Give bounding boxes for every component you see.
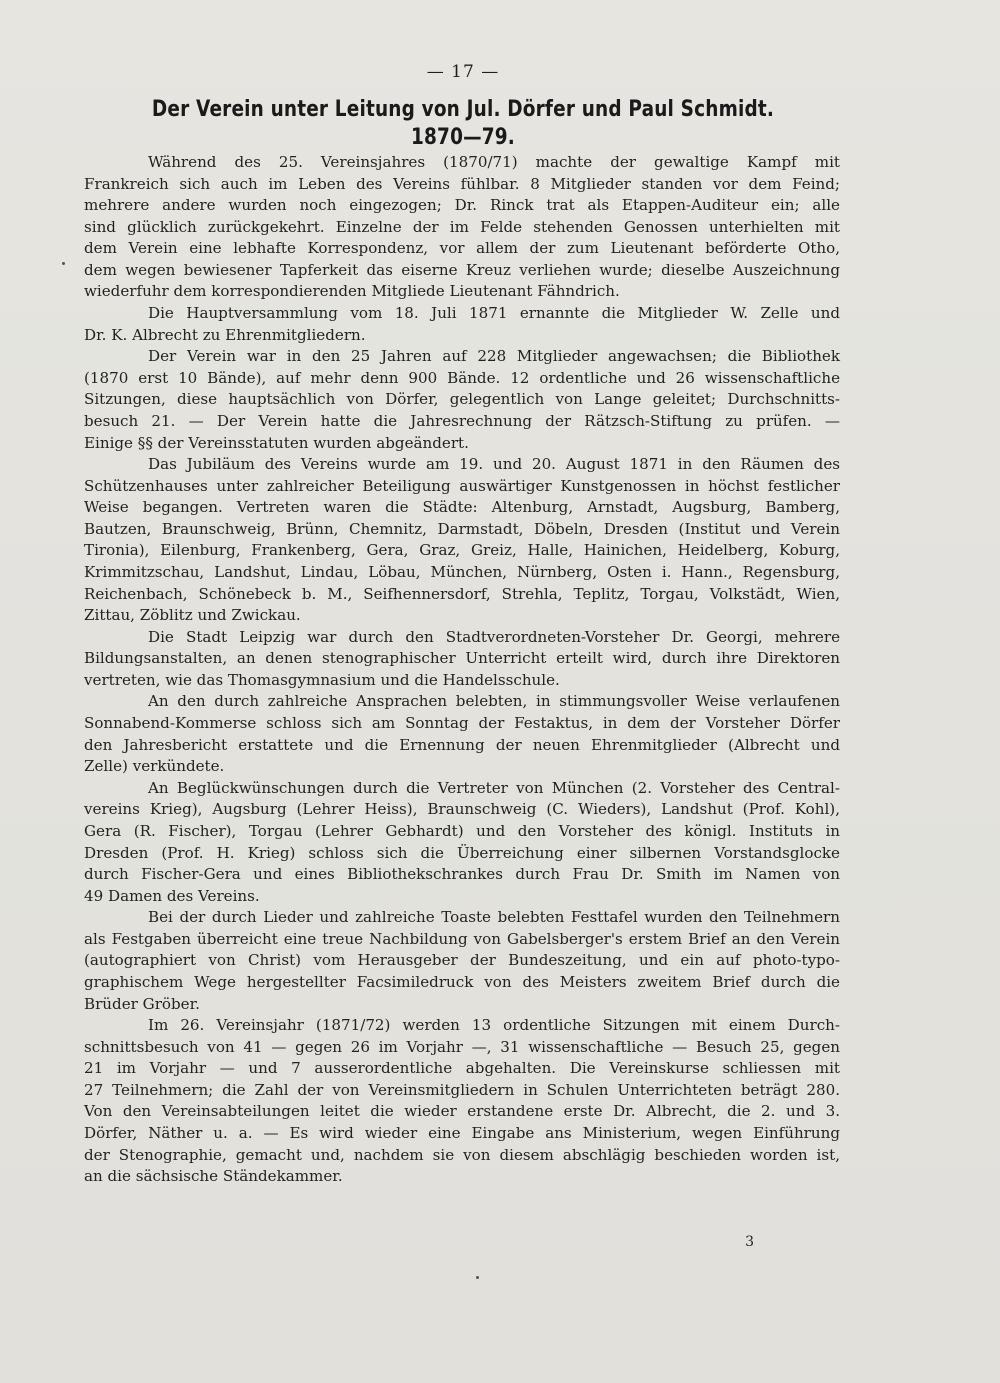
text-line: als Festgaben überreicht eine treue Nachbildung von Gabelsberger's erstem Brief an den Verein — [84, 929, 840, 948]
text-line: Die Hauptversammlung vom 18. Juli 1871 ernannte die Mitglieder W. Zelle und — [148, 304, 840, 323]
text-line: Frankreich sich auch im Leben des Vereins fühlbar. 8 Mitglieder standen vor dem Feind; — [84, 174, 840, 193]
text-line: 49 Damen des Vereins. — [84, 886, 260, 905]
text-line: Zelle) verkündete. — [84, 757, 225, 776]
text-line: den Jahresbericht erstattete und die Ernennung der neuen Ehrenmitglieder (Albrecht und — [84, 735, 840, 754]
text-line: Gera (R. Fischer), Torgau (Lehrer Gebhardt) und den Vorsteher des königl. Instituts in — [84, 821, 840, 840]
text-line: An Beglückwünschungen durch die Vertreter von München (2. Vorsteher des Central- — [148, 778, 840, 797]
text-line: vereins Krieg), Augsburg (Lehrer Heiss), Braunschweig (C. Wieders), Landshut (Prof. Kohl), — [84, 800, 840, 819]
text-line: Bildungsanstalten, an denen stenographischer Unterricht erteilt wird, durch ihre Direktoren — [84, 649, 840, 668]
text-line: Krimmitzschau, Landshut, Lindau, Löbau, München, Nürnberg, Osten i. Hann., Regensburg, — [84, 562, 840, 581]
text-line: Im 26. Vereinsjahr (1871/72) werden 13 ordentliche Sitzungen mit einem Durch- — [148, 1016, 840, 1035]
page-number: — 17 — — [426, 62, 500, 82]
body-text — [84, 152, 840, 1188]
text-line: besuch 21. — Der Verein hatte die Jahresrechnung der Rätzsch-Stiftung zu prüfen. — — [84, 411, 840, 430]
text-line: Während des 25. Vereinsjahres (1870/71) machte der gewaltige Kampf mit — [148, 153, 840, 171]
text-line: schnittsbesuch von 41 — gegen 26 im Vorjahr —, 31 wissenschaftliche — Besuch 25, gegen — [84, 1037, 840, 1056]
text-line: Sonnabend-Kommerse schloss sich am Sonntag der Festaktus, in dem der Vorsteher Dörfer — [84, 714, 840, 733]
text-line: Bei der durch Lieder und zahlreiche Toaste belebten Festtafel wurden den Teilnehmern — [148, 908, 840, 927]
text-line: wiederfuhr dem korrespondierenden Mitgliede Lieutenant Fähndrich. — [84, 282, 620, 301]
text-line: An den durch zahlreiche Ansprachen belebten, in stimmungsvoller Weise verlaufenen — [148, 692, 840, 711]
text-line: Reichenbach, Schönebeck b. M., Seifhennersdorf, Strehla, Teplitz, Torgau, Volkstädt, Wien, — [84, 584, 840, 603]
text-line: vertreten, wie das Thomasgymnasium und die Handelsschule. — [84, 670, 560, 689]
text-line: Weise begangen. Vertreten waren die Städte: Altenburg, Arnstadt, Augsburg, Bamberg, — [84, 498, 840, 517]
chapter-title-years: 1870—79. — [410, 125, 516, 150]
text-line: mehrere andere wurden noch eingezogen; Dr. Rinck trat als Etappen-Auditeur ein; alle — [84, 196, 840, 215]
text-line: (1870 erst 10 Bände), auf mehr denn 900 Bände. 12 ordentliche und 26 wissenschaftliche — [84, 368, 840, 387]
chapter-title — [141, 96, 784, 152]
text-line: durch Fischer-Gera und eines Bibliothekschrankes durch Frau Dr. Smith im Namen von — [84, 865, 840, 884]
text-line: sind glücklich zurückgekehrt. Einzelne der im Felde stehenden Genossen unterhielten mit — [84, 217, 840, 236]
paper-speck — [476, 1276, 479, 1279]
text-line: Tironia), Eilenburg, Frankenberg, Gera, Graz, Greiz, Halle, Hainichen, Heidelberg, Koburg, — [84, 541, 840, 560]
text-line: Sitzungen, diese hauptsächlich von Dörfer, gelegentlich von Lange geleitet; Durchschnitts- — [84, 390, 840, 409]
text-line: Einige §§ der Vereinsstatuten wurden abgeändert. — [84, 433, 469, 452]
text-line: dem wegen bewiesener Tapferkeit das eiserne Kreuz verliehen wurde; dieselbe Auszeichnung — [84, 260, 840, 279]
text-line: Dr. K. Albrecht zu Ehrenmitgliedern. — [84, 325, 366, 344]
text-line: graphischem Wege hergestellter Facsimiledruck von des Meisters zweitem Brief durch die — [84, 972, 840, 991]
text-line: Schützenhauses unter zahlreicher Beteiligung auswärtiger Kunstgenossen in höchst festlicher — [84, 476, 840, 495]
chapter-title-line: Der Verein unter Leitung von Jul. Dörfer und Paul Schmidt. — [151, 97, 775, 122]
text-line: 21 im Vorjahr — und 7 ausserordentliche abgehalten. Die Vereinskurse schliessen mit — [84, 1059, 840, 1078]
text-line: an die sächsische Ständekammer. — [84, 1167, 343, 1186]
text-line: Das Jubiläum des Vereins wurde am 19. und 20. August 1871 in den Räumen des — [148, 455, 840, 474]
text-line: Brüder Gröber. — [84, 994, 200, 1013]
text-line: 27 Teilnehmern; die Zahl der von Vereinsmitgliedern in Schulen Unterrichteten beträgt 280. — [84, 1080, 840, 1099]
text-line: Die Stadt Leipzig war durch den Stadtverordneten-Vorsteher Dr. Georgi, mehrere — [148, 627, 840, 646]
text-line: der Stenographie, gemacht und, nachdem sie von diesem abschlägig beschieden worden ist, — [84, 1145, 840, 1164]
text-line: Dörfer, Näther u. a. — Es wird wieder eine Eingabe ans Ministerium, wegen Einführung — [84, 1124, 840, 1143]
text-line: Der Verein war in den 25 Jahren auf 228 Mitglieder angewachsen; die Bibliothek — [148, 347, 840, 366]
text-line: Zittau, Zöblitz und Zwickau. — [84, 606, 301, 625]
text-line: Bautzen, Braunschweig, Brünn, Chemnitz, Darmstadt, Döbeln, Dresden (Institut und Verein — [84, 519, 840, 538]
signature-mark: 3 — [745, 1234, 754, 1250]
text-line: Dresden (Prof. H. Krieg) schloss sich die Überreichung einer silbernen Vorstandsglocke — [84, 843, 840, 862]
paper-speck — [62, 262, 65, 265]
text-line: dem Verein eine lebhafte Korrespondenz, vor allem der zum Lieutenant beförderte Otho, — [84, 239, 840, 258]
text-line: Von den Vereinsabteilungen leitet die wieder erstandene erste Dr. Albrecht, die 2. und 3. — [84, 1102, 840, 1121]
text-line: (autographiert von Christ) vom Herausgeber der Bundeszeitung, und ein auf photo-typo- — [84, 951, 840, 970]
